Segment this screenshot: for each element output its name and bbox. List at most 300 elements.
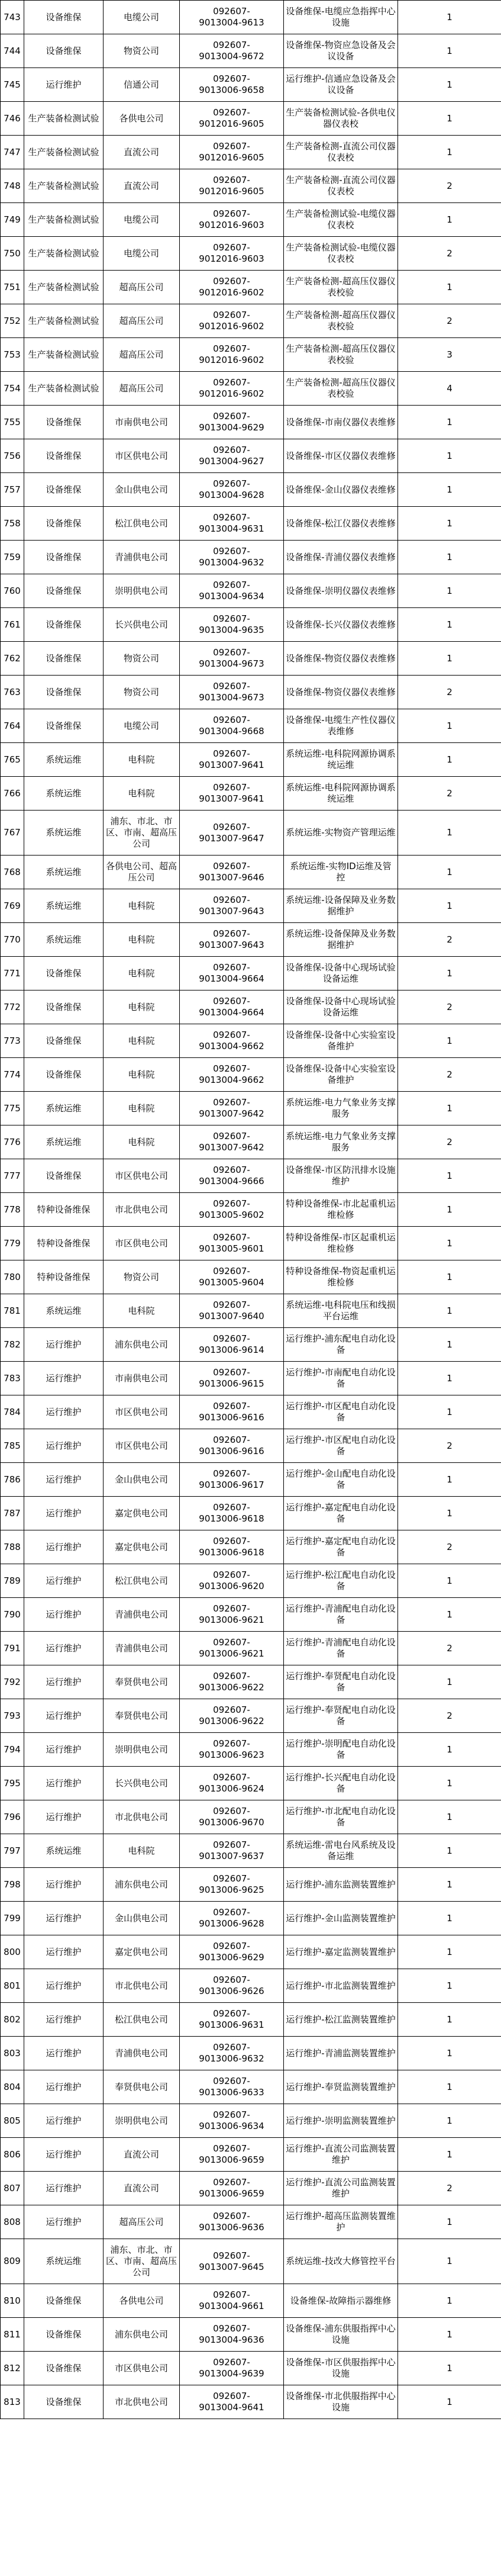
quantity-cell: 1 [398, 856, 501, 889]
maintenance-type-cell: 生产装备检测试验 [24, 271, 104, 304]
project-code-cell: 092607- 9013005-9601 [180, 1227, 284, 1260]
quantity-cell: 2 [398, 676, 501, 709]
maintenance-type-cell: 特种设备维保 [24, 1227, 104, 1260]
table-row [1, 2205, 501, 2239]
project-code-cell: 092607- 9013006-9631 [180, 2003, 284, 2037]
project-content-cell: 生产装备检测-超高压仪器仪表校验 [284, 271, 398, 304]
project-code-cell: 092607- 9012016-9602 [180, 338, 284, 372]
project-code-cell: 092607- 9013006-9659 [180, 2138, 284, 2172]
maintenance-type-cell: 生产装备检测试验 [24, 338, 104, 372]
unit-name-cell: 金山供电公司 [104, 1902, 180, 1935]
maintenance-type-cell: 设备维保 [24, 2352, 104, 2385]
project-code-cell: 092607- 9013006-9625 [180, 1868, 284, 1902]
project-code-cell: 092607- 9013004-9629 [180, 406, 284, 439]
quantity-cell: 1 [398, 1868, 501, 1902]
unit-name-cell: 各供电公司 [104, 102, 180, 136]
maintenance-type-cell: 设备维保 [24, 1159, 104, 1193]
row-number-cell: 804 [1, 2070, 24, 2104]
unit-name-cell: 直流公司 [104, 136, 180, 169]
unit-name-cell: 青浦供电公司 [104, 541, 180, 574]
maintenance-type-cell: 特种设备维保 [24, 1193, 104, 1227]
project-content-cell: 运行维护-市区配电自动化设备 [284, 1395, 398, 1429]
unit-name-cell: 青浦供电公司 [104, 1632, 180, 1665]
project-code-cell: 092607- 9013004-9634 [180, 574, 284, 608]
row-number-cell: 800 [1, 1935, 24, 1969]
quantity-cell: 2 [398, 777, 501, 811]
maintenance-type-cell: 系统运维 [24, 923, 104, 957]
maintenance-type-cell: 特种设备维保 [24, 1260, 104, 1294]
quantity-cell: 2 [398, 990, 501, 1024]
quantity-cell: 1 [398, 1767, 501, 1800]
unit-name-cell: 市南供电公司 [104, 1362, 180, 1395]
project-code-cell: 092607- 9013006-9633 [180, 2070, 284, 2104]
project-code-cell: 092607- 9013007-9643 [180, 923, 284, 957]
unit-name-cell: 崇明供电公司 [104, 1733, 180, 1767]
row-number-cell: 749 [1, 203, 24, 237]
unit-name-cell: 松江供电公司 [104, 507, 180, 541]
unit-name-cell: 市区供电公司 [104, 1227, 180, 1260]
project-content-cell: 设备维保-设备中心实验室设备维护 [284, 1024, 398, 1058]
quantity-cell: 1 [398, 811, 501, 856]
maintenance-type-cell: 系统运维 [24, 777, 104, 811]
project-content-cell: 运行维护-浦东配电自动化设备 [284, 1328, 398, 1362]
project-content-cell: 运行维护-青浦监测装置维护 [284, 2037, 398, 2070]
row-number-cell: 752 [1, 304, 24, 338]
quantity-cell: 1 [398, 2239, 501, 2284]
row-number-cell: 795 [1, 1767, 24, 1800]
unit-name-cell: 各供电公司、超高压公司 [104, 856, 180, 889]
row-number-cell: 809 [1, 2239, 24, 2284]
quantity-cell: 2 [398, 304, 501, 338]
maintenance-type-cell: 运行维护 [24, 68, 104, 102]
project-content-cell: 系统运维-技改大修管控平台 [284, 2239, 398, 2284]
table-row [1, 1159, 501, 1193]
project-content-cell: 系统运维-设备保障及业务数据维护 [284, 889, 398, 923]
quantity-cell: 1 [398, 271, 501, 304]
maintenance-type-cell: 运行维护 [24, 2138, 104, 2172]
maintenance-type-cell: 运行维护 [24, 2003, 104, 2037]
project-content-cell: 特种设备维保-物资起重机运维检修 [284, 1260, 398, 1294]
project-code-cell: 092607- 9013007-9646 [180, 856, 284, 889]
quantity-cell: 1 [398, 2037, 501, 2070]
quantity-cell: 2 [398, 1429, 501, 1463]
table-row [1, 304, 501, 338]
quantity-cell: 3 [398, 338, 501, 372]
project-content-cell: 设备维保-物资仪器仪表维修 [284, 642, 398, 676]
unit-name-cell: 金山供电公司 [104, 1463, 180, 1497]
row-number-cell: 746 [1, 102, 24, 136]
maintenance-type-cell: 运行维护 [24, 1463, 104, 1497]
project-code-cell: 092607- 9013004-9641 [180, 2385, 284, 2419]
quantity-cell: 1 [398, 709, 501, 743]
quantity-cell: 2 [398, 1699, 501, 1733]
unit-name-cell: 电科院 [104, 957, 180, 990]
project-code-cell: 092607- 9012016-9605 [180, 136, 284, 169]
maintenance-type-cell: 运行维护 [24, 1969, 104, 2003]
maintenance-type-cell: 生产装备检测试验 [24, 136, 104, 169]
table-row [1, 574, 501, 608]
quantity-cell: 1 [398, 1193, 501, 1227]
quantity-cell: 4 [398, 372, 501, 406]
project-code-cell: 092607- 9013006-9622 [180, 1665, 284, 1699]
project-content-cell: 系统运维-电科院电压和线损平台运维 [284, 1294, 398, 1328]
project-content-cell: 生产装备检测-超高压仪器仪表校验 [284, 304, 398, 338]
unit-name-cell: 市区供电公司 [104, 1159, 180, 1193]
unit-name-cell: 市区供电公司 [104, 1395, 180, 1429]
table-row [1, 642, 501, 676]
quantity-cell: 1 [398, 2318, 501, 2352]
project-content-cell: 运行维护-市南配电自动化设备 [284, 1362, 398, 1395]
maintenance-type-cell: 系统运维 [24, 743, 104, 777]
table-row [1, 439, 501, 473]
project-content-cell: 设备维保-青浦仪器仪表维修 [284, 541, 398, 574]
project-content-cell: 系统运维-电力气象业务支撑服务 [284, 1092, 398, 1125]
maintenance-type-cell: 运行维护 [24, 1767, 104, 1800]
row-number-cell: 783 [1, 1362, 24, 1395]
maintenance-type-cell: 运行维护 [24, 1564, 104, 1598]
quantity-cell: 1 [398, 1395, 501, 1429]
maintenance-type-cell: 设备维保 [24, 1, 104, 34]
quantity-cell: 1 [398, 1598, 501, 1632]
unit-name-cell: 电缆公司 [104, 203, 180, 237]
project-content-cell: 设备维保-物资应急设备及会议设备 [284, 34, 398, 68]
project-code-cell: 092607- 9013004-9639 [180, 2352, 284, 2385]
quantity-cell: 1 [398, 2385, 501, 2419]
row-number-cell: 789 [1, 1564, 24, 1598]
project-content-cell: 生产装备检测试验-电缆仪器仪表校 [284, 203, 398, 237]
unit-name-cell: 超高压公司 [104, 271, 180, 304]
unit-name-cell: 长兴供电公司 [104, 608, 180, 642]
project-content-cell: 运行维护-长兴配电自动化设备 [284, 1767, 398, 1800]
maintenance-type-cell: 系统运维 [24, 1834, 104, 1868]
project-code-cell: 092607- 9013006-9614 [180, 1328, 284, 1362]
table-row [1, 1092, 501, 1125]
maintenance-type-cell: 运行维护 [24, 1902, 104, 1935]
project-code-cell: 092607- 9013006-9629 [180, 1935, 284, 1969]
project-code-cell: 092607- 9013006-9615 [180, 1362, 284, 1395]
quantity-cell: 2 [398, 1632, 501, 1665]
project-content-cell: 特种设备维保-市区起重机运维检修 [284, 1227, 398, 1260]
project-content-cell: 设备维保-金山仪器仪表维修 [284, 473, 398, 507]
table-row [1, 2239, 501, 2284]
project-code-cell: 092607- 9013004-9662 [180, 1058, 284, 1092]
row-number-cell: 761 [1, 608, 24, 642]
unit-name-cell: 市北供电公司 [104, 1193, 180, 1227]
project-content-cell: 生产装备检测-直流公司仪器仪表校 [284, 169, 398, 203]
project-content-cell: 设备维保-电缆应急指挥中心设施 [284, 1, 398, 34]
project-content-cell: 运行维护-超高压监测装置维护 [284, 2205, 398, 2239]
project-content-cell: 特种设备维保-市北起重机运维检修 [284, 1193, 398, 1227]
quantity-cell: 1 [398, 1463, 501, 1497]
table-row [1, 1227, 501, 1260]
project-code-cell: 092607- 9013006-9659 [180, 2172, 284, 2205]
row-number-cell: 802 [1, 2003, 24, 2037]
project-content-cell: 设备维保-浦东供服指挥中心设施 [284, 2318, 398, 2352]
row-number-cell: 781 [1, 1294, 24, 1328]
unit-name-cell: 电科院 [104, 1092, 180, 1125]
maintenance-type-cell: 运行维护 [24, 1530, 104, 1564]
maintenance-type-cell: 设备维保 [24, 574, 104, 608]
project-code-cell: 092607- 9013004-9632 [180, 541, 284, 574]
project-content-cell: 设备维保-市北供服指挥中心设施 [284, 2385, 398, 2419]
maintenance-type-cell: 运行维护 [24, 2205, 104, 2239]
project-content-cell: 设备维保-电缆生产性仪器仪表维修 [284, 709, 398, 743]
table-row [1, 1294, 501, 1328]
project-code-cell: 092607- 9013004-9636 [180, 2318, 284, 2352]
project-code-cell: 092607- 9013006-9617 [180, 1463, 284, 1497]
row-number-cell: 805 [1, 2104, 24, 2138]
project-content-cell: 运行维护-市北配电自动化设备 [284, 1800, 398, 1834]
row-number-cell: 778 [1, 1193, 24, 1227]
project-code-cell: 092607- 9012016-9602 [180, 271, 284, 304]
unit-name-cell: 超高压公司 [104, 372, 180, 406]
project-content-cell: 系统运维-实物资产管理运维 [284, 811, 398, 856]
maintenance-type-cell: 设备维保 [24, 957, 104, 990]
table-row [1, 541, 501, 574]
project-content-cell: 运行维护-青浦配电自动化设备 [284, 1632, 398, 1665]
project-content-cell: 设备维保-崇明仪器仪表维修 [284, 574, 398, 608]
row-number-cell: 760 [1, 574, 24, 608]
project-code-cell: 092607- 9013006-9636 [180, 2205, 284, 2239]
table-row [1, 1530, 501, 1564]
maintenance-type-cell: 设备维保 [24, 1024, 104, 1058]
row-number-cell: 750 [1, 237, 24, 271]
project-code-cell: 092607- 9012016-9603 [180, 237, 284, 271]
project-content-cell: 生产装备检测试验-各供电仪器仪表校 [284, 102, 398, 136]
quantity-cell: 2 [398, 923, 501, 957]
row-number-cell: 775 [1, 1092, 24, 1125]
row-number-cell: 758 [1, 507, 24, 541]
unit-name-cell: 浦东供电公司 [104, 2318, 180, 2352]
row-number-cell: 747 [1, 136, 24, 169]
maintenance-type-cell: 运行维护 [24, 1632, 104, 1665]
unit-name-cell: 崇明供电公司 [104, 574, 180, 608]
table-row [1, 923, 501, 957]
table-row [1, 743, 501, 777]
unit-name-cell: 直流公司 [104, 2172, 180, 2205]
project-code-cell: 092607- 9013004-9664 [180, 990, 284, 1024]
row-number-cell: 790 [1, 1598, 24, 1632]
project-code-cell: 092607- 9013006-9622 [180, 1699, 284, 1733]
maintenance-type-cell: 生产装备检测试验 [24, 203, 104, 237]
table-row [1, 1497, 501, 1530]
table-row [1, 237, 501, 271]
table-row [1, 1733, 501, 1767]
project-code-cell: 092607- 9013006-9618 [180, 1497, 284, 1530]
project-code-cell: 092607- 9013004-9666 [180, 1159, 284, 1193]
unit-name-cell: 奉贤供电公司 [104, 1699, 180, 1733]
row-number-cell: 780 [1, 1260, 24, 1294]
row-number-cell: 779 [1, 1227, 24, 1260]
quantity-cell: 1 [398, 1294, 501, 1328]
maintenance-type-cell: 运行维护 [24, 2037, 104, 2070]
row-number-cell: 772 [1, 990, 24, 1024]
quantity-cell: 1 [398, 34, 501, 68]
maintenance-type-cell: 设备维保 [24, 541, 104, 574]
unit-name-cell: 嘉定供电公司 [104, 1497, 180, 1530]
quantity-cell: 1 [398, 1497, 501, 1530]
maintenance-type-cell: 运行维护 [24, 1362, 104, 1395]
table-row [1, 1193, 501, 1227]
table-row [1, 102, 501, 136]
row-number-cell: 773 [1, 1024, 24, 1058]
project-code-cell: 092607- 9012016-9602 [180, 304, 284, 338]
row-number-cell: 798 [1, 1868, 24, 1902]
items-table-body [1, 1, 501, 2419]
table-row [1, 2352, 501, 2385]
project-content-cell: 运行维护-金山配电自动化设备 [284, 1463, 398, 1497]
project-code-cell: 092607- 9013006-9618 [180, 1530, 284, 1564]
quantity-cell: 1 [398, 2352, 501, 2385]
project-content-cell: 运行维护-松江配电自动化设备 [284, 1564, 398, 1598]
unit-name-cell: 超高压公司 [104, 338, 180, 372]
project-content-cell: 设备维保-市区供服指挥中心设施 [284, 2352, 398, 2385]
project-content-cell: 系统运维-雷电台风系统及设备运维 [284, 1834, 398, 1868]
row-number-cell: 782 [1, 1328, 24, 1362]
row-number-cell: 806 [1, 2138, 24, 2172]
table-row [1, 2003, 501, 2037]
row-number-cell: 788 [1, 1530, 24, 1564]
project-code-cell: 092607- 9013006-9621 [180, 1598, 284, 1632]
unit-name-cell: 市区供电公司 [104, 2352, 180, 2385]
table-row [1, 2138, 501, 2172]
project-code-cell: 092607- 9013007-9637 [180, 1834, 284, 1868]
project-code-cell: 092607- 9013004-9668 [180, 709, 284, 743]
row-number-cell: 796 [1, 1800, 24, 1834]
project-content-cell: 运行维护-直流公司监测装置维护 [284, 2172, 398, 2205]
table-row [1, 34, 501, 68]
row-number-cell: 751 [1, 271, 24, 304]
unit-name-cell: 市北供电公司 [104, 2385, 180, 2419]
unit-name-cell: 浦东供电公司 [104, 1868, 180, 1902]
table-row [1, 2385, 501, 2419]
project-code-cell: 092607- 9013006-9616 [180, 1429, 284, 1463]
unit-name-cell: 电缆公司 [104, 709, 180, 743]
row-number-cell: 813 [1, 2385, 24, 2419]
project-code-cell: 092607- 9013006-9658 [180, 68, 284, 102]
unit-name-cell: 市区供电公司 [104, 439, 180, 473]
table-row [1, 1, 501, 34]
row-number-cell: 743 [1, 1, 24, 34]
row-number-cell: 810 [1, 2284, 24, 2318]
unit-name-cell: 金山供电公司 [104, 473, 180, 507]
table-row [1, 2070, 501, 2104]
project-code-cell: 092607- 9013004-9662 [180, 1024, 284, 1058]
row-number-cell: 770 [1, 923, 24, 957]
maintenance-type-cell: 运行维护 [24, 1800, 104, 1834]
project-code-cell: 092607- 9013004-9664 [180, 957, 284, 990]
quantity-cell: 1 [398, 1665, 501, 1699]
quantity-cell: 1 [398, 1733, 501, 1767]
table-row [1, 507, 501, 541]
row-number-cell: 791 [1, 1632, 24, 1665]
row-number-cell: 764 [1, 709, 24, 743]
project-code-cell: 092607- 9012016-9605 [180, 169, 284, 203]
project-code-cell: 092607- 9013006-9628 [180, 1902, 284, 1935]
project-code-cell: 092607- 9013004-9631 [180, 507, 284, 541]
quantity-cell: 1 [398, 1935, 501, 1969]
unit-name-cell: 嘉定供电公司 [104, 1530, 180, 1564]
unit-name-cell: 市北供电公司 [104, 1800, 180, 1834]
unit-name-cell: 电缆公司 [104, 1, 180, 34]
project-code-cell: 092607- 9013007-9640 [180, 1294, 284, 1328]
unit-name-cell: 各供电公司 [104, 2284, 180, 2318]
table-row [1, 2037, 501, 2070]
project-content-cell: 运行维护-市区配电自动化设备 [284, 1429, 398, 1463]
maintenance-type-cell: 设备维保 [24, 507, 104, 541]
maintenance-type-cell: 生产装备检测试验 [24, 102, 104, 136]
table-row [1, 1463, 501, 1497]
maintenance-type-cell: 运行维护 [24, 1395, 104, 1429]
project-content-cell: 运行维护-市北监测装置维护 [284, 1969, 398, 2003]
unit-name-cell: 电科院 [104, 777, 180, 811]
quantity-cell: 1 [398, 2284, 501, 2318]
row-number-cell: 762 [1, 642, 24, 676]
project-code-cell: 092607- 9013006-9626 [180, 1969, 284, 2003]
maintenance-type-cell: 系统运维 [24, 1294, 104, 1328]
unit-name-cell: 松江供电公司 [104, 1564, 180, 1598]
row-number-cell: 807 [1, 2172, 24, 2205]
project-content-cell: 设备维保-设备中心现场试验设备运维 [284, 990, 398, 1024]
table-row [1, 271, 501, 304]
quantity-cell: 1 [398, 1362, 501, 1395]
row-number-cell: 803 [1, 2037, 24, 2070]
maintenance-type-cell: 运行维护 [24, 1665, 104, 1699]
table-row [1, 1362, 501, 1395]
table-row [1, 372, 501, 406]
maintenance-type-cell: 生产装备检测试验 [24, 304, 104, 338]
table-row [1, 2284, 501, 2318]
project-content-cell: 系统运维-电科院网源协调系统运维 [284, 777, 398, 811]
project-code-cell: 092607- 9013006-9624 [180, 1767, 284, 1800]
table-row [1, 889, 501, 923]
project-content-cell: 设备维保-市南仪器仪表维修 [284, 406, 398, 439]
project-content-cell: 设备维保-设备中心现场试验设备运维 [284, 957, 398, 990]
quantity-cell: 1 [398, 1092, 501, 1125]
unit-name-cell: 浦东、市北、市区、市南、超高压公司 [104, 2239, 180, 2284]
unit-name-cell: 电科院 [104, 1125, 180, 1159]
project-content-cell: 运行维护-直流公司监测装置维护 [284, 2138, 398, 2172]
row-number-cell: 756 [1, 439, 24, 473]
maintenance-type-cell: 系统运维 [24, 1125, 104, 1159]
quantity-cell: 2 [398, 1125, 501, 1159]
table-row [1, 1058, 501, 1092]
maintenance-type-cell: 运行维护 [24, 1429, 104, 1463]
table-row [1, 1902, 501, 1935]
table-row [1, 676, 501, 709]
row-number-cell: 812 [1, 2352, 24, 2385]
table-row [1, 136, 501, 169]
unit-name-cell: 超高压公司 [104, 2205, 180, 2239]
maintenance-type-cell: 设备维保 [24, 473, 104, 507]
unit-name-cell: 电科院 [104, 1294, 180, 1328]
row-number-cell: 799 [1, 1902, 24, 1935]
table-row [1, 338, 501, 372]
table-row [1, 709, 501, 743]
maintenance-type-cell: 系统运维 [24, 1092, 104, 1125]
quantity-cell: 1 [398, 473, 501, 507]
project-code-cell: 092607- 9013007-9645 [180, 2239, 284, 2284]
table-row [1, 2172, 501, 2205]
row-number-cell: 759 [1, 541, 24, 574]
maintenance-type-cell: 设备维保 [24, 439, 104, 473]
project-code-cell: 092607- 9013006-9616 [180, 1395, 284, 1429]
quantity-cell: 1 [398, 1024, 501, 1058]
unit-name-cell: 电缆公司 [104, 237, 180, 271]
maintenance-type-cell: 设备维保 [24, 2318, 104, 2352]
maintenance-type-cell: 运行维护 [24, 1699, 104, 1733]
quantity-cell: 1 [398, 2138, 501, 2172]
